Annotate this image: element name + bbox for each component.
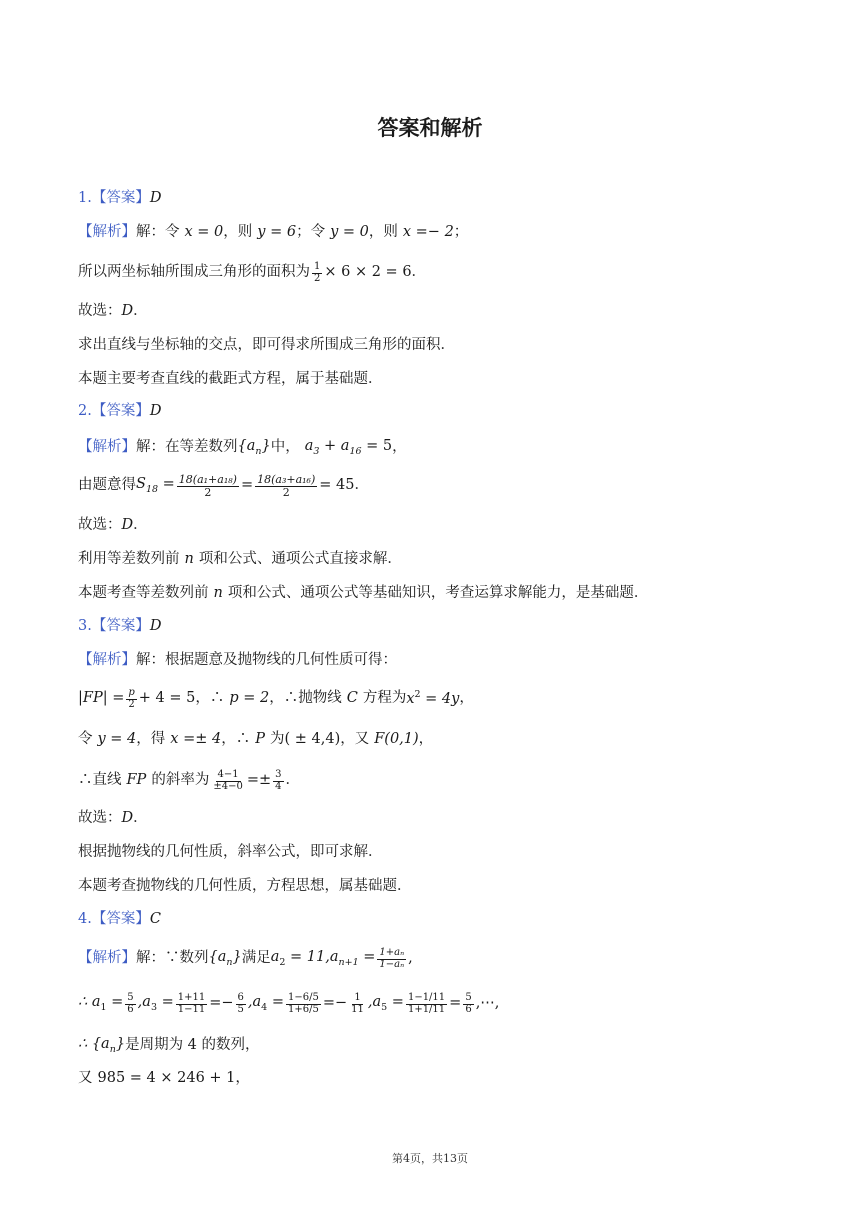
q1-math: D [121,303,134,319]
q1-analysis-line5: 本题主要考查直线的截距式方程，属于基础题． [78,371,383,387]
q2-math: n [213,585,223,601]
q2-answer-line [78,403,161,420]
fraction-numerator: 18(a₃+a₁₆) [257,473,316,486]
q4-analysis-line1 [78,948,413,970]
q4-analysis-tag: 【解析】 [78,950,136,967]
fraction-numerator: 6 [237,992,244,1003]
q2-math: = 45 [319,477,355,494]
fraction-denominator: 2 [282,485,290,499]
q3-text: ， [418,731,434,747]
fraction-denominator: ±4−0 [213,780,243,792]
q3-math: + 4 = 5 [138,690,196,707]
q3-text: 方程为 [362,690,407,707]
q2-answer-tag: 【答案】 [91,403,150,419]
q4-math: ∴ $\{a_n\}$ [78,1036,126,1055]
q3-text: ，∴抛物线 [269,690,342,707]
q3-text: ∴直线 [78,772,122,789]
q3-text: ，∴ [195,690,225,707]
fraction-numerator: 18(a₁+a₁₈) [178,473,237,486]
q3-math: |FP| = [78,690,125,707]
fraction [349,993,366,1015]
q4-math: ∴ $a_1$ = [78,994,124,1014]
q2-answer: D [149,403,162,419]
q2-analysis-line1 [78,438,407,457]
q3-math: P [255,731,265,747]
q2-text: ． [354,477,369,494]
q4-number: 4. [78,911,92,927]
q1-text: ． [133,303,148,319]
fraction [236,993,246,1015]
fraction-numerator: 1 [354,992,361,1003]
q1-math: y = 6 [257,224,297,240]
q3-text: 解：根据题意及抛物线的几何性质可得： [136,652,397,668]
fraction-numerator: 1+aₙ [379,947,405,958]
q2-analysis-line5 [78,585,648,602]
q4-answer-tag: 【答案】 [91,911,150,927]
q3-math: C [346,690,358,707]
q2-text: 解：在等差数列 [136,438,238,455]
q1-text: 故选： [78,303,122,319]
fraction [211,770,244,792]
q1-analysis-line2 [78,262,426,284]
q1-text: ； [453,224,469,240]
q3-math: y = 4 [97,731,137,747]
q1-text: ；令 [296,224,326,240]
q1-text: ，则 [223,224,253,240]
q2-analysis-line4 [78,551,402,568]
q3-text: 为 [269,731,285,747]
q1-math: × 6 × 2 = 6 [324,264,412,281]
q3-math: F(0,1) [374,731,419,747]
q3-answer-line [78,618,161,635]
q4-math: $\{a_n\}$ [208,949,242,969]
q4-math: =− [209,995,234,1012]
q1-text: ． [411,264,427,281]
fraction [463,993,473,1015]
q2-math: n [184,551,194,567]
q2-math: = [240,477,254,494]
q1-analysis-line3 [78,303,148,320]
q3-number: 3. [78,618,92,634]
page-footer: 第4页，共13页 [392,1152,468,1165]
q2-text: 项和公式、通项公式等基础知识，考查运算求解能力，是基础题． [227,585,649,601]
q1-text: 解：令 [136,224,180,240]
q1-text: ，则 [368,224,398,240]
q3-math: ( ± 4,4) [284,731,341,747]
q2-number: 2. [78,403,92,419]
fraction-numerator: 1−1/11 [407,992,446,1003]
q3-text: 的斜率为 [151,772,210,789]
q4-math: $a_2 = 11,a_{n+1}$ = [270,949,376,969]
q4-text: , [408,950,413,967]
q1-answer-line [78,190,161,207]
fraction-numerator: p [128,687,135,698]
q2-analysis-line3 [78,517,148,534]
fraction [377,948,406,970]
q2-analysis-tag: 【解析】 [78,438,136,455]
q1-analysis-tag: 【解析】 [78,224,136,240]
q2-text: 利用等差数列前 [78,551,180,567]
q4-math: ,⋯, [475,995,500,1012]
fraction [177,474,239,498]
q2-text: 故选： [78,517,122,533]
q4-math: 985 = 4 × 246 + 1 [97,1070,236,1086]
q4-text: 解：∵数列 [136,950,209,967]
q3-text: ，又 [340,731,370,747]
fraction-denominator: 5 [237,1003,244,1015]
fraction-numerator: 1−6/5 [287,992,319,1003]
q4-text: 满足 [241,950,271,967]
fraction [125,993,135,1015]
q4-text: ， [235,1070,250,1086]
q3-analysis-line3 [78,731,433,748]
q4-analysis-line3 [78,1036,260,1055]
fraction-numerator: 1+11 [177,992,206,1003]
fraction-denominator: 11 [351,1003,364,1015]
q4-answer-line [78,911,161,928]
q1-math: x =− 2 [402,224,454,240]
fraction [176,993,207,1015]
q3-text: 故选： [78,810,122,826]
q2-math: $a_3 + a_{16} = 5$ [304,438,393,457]
q4-text: 又 [78,1070,93,1086]
q1-math: y = 0 [330,224,369,240]
q1-answer-tag: 【答案】 [91,190,150,206]
fraction [255,474,317,498]
fraction-denominator: 1+1/11 [407,1003,446,1015]
q3-analysis-line7: 本题考查抛物线的几何性质，方程思想，属基础题． [78,878,412,894]
q4-text: 是周期为 4 的数列， [125,1036,260,1053]
q3-analysis-line5 [78,810,148,827]
fraction-numerator: 1 [314,261,321,272]
fraction-denominator: 2 [314,272,321,284]
q3-analysis-line6: 根据抛物线的几何性质，斜率公式，即可求解． [78,844,383,860]
q3-analysis-tag: 【解析】 [78,652,136,668]
q3-analysis-line4 [78,770,300,792]
q2-text: 由题意得 [78,477,136,494]
fraction-numerator: 5 [127,992,134,1003]
q3-text: ，∴ [221,731,251,747]
fraction [273,770,283,792]
q1-analysis-line1 [78,224,468,241]
q1-math: x = 0 [184,224,224,240]
q3-answer-tag: 【答案】 [91,618,150,634]
fraction [126,688,136,710]
q2-text: ． [133,517,148,533]
q3-text: ． [285,772,300,789]
q4-math: $,a_4$ = [247,994,284,1014]
q3-math: D [121,810,134,826]
q1-analysis-line4: 求出直线与坐标轴的交点，即可得求所围成三角形的面积． [78,337,455,353]
fraction [312,262,322,284]
q1-text: 所以两坐标轴所围成三角形的面积为 [78,264,310,281]
q3-math: FP [126,772,147,789]
fraction-numerator: 5 [465,992,472,1003]
q4-analysis-line4 [78,1070,250,1087]
fraction-numerator: 3 [275,769,282,780]
fraction-denominator: 2 [128,698,135,710]
fraction-denominator: 2 [204,485,212,499]
q3-math: x =± 4 [170,731,222,747]
q2-text: 项和公式、通项公式直接求解． [198,551,402,567]
q1-number: 1. [78,190,92,206]
page-title: 答案和解析 [377,116,483,140]
fraction-denominator: 1−11 [177,1003,206,1015]
q2-text: 中， [270,438,300,455]
q3-analysis-line1 [78,652,397,669]
fraction-denominator: 4 [275,780,282,792]
q4-analysis-line2 [78,993,499,1015]
q3-math: p = 2 [229,690,270,707]
q3-text: ， [459,690,474,707]
q3-answer: D [149,618,162,634]
q4-math: $,a_5$ = [367,994,404,1014]
fraction-denominator: 1−aₙ [379,958,405,970]
q3-math: $x^2 = 4y$ [406,689,460,708]
q4-math: = [449,995,462,1012]
q3-text: ，得 [136,731,166,747]
q4-math: =− [322,995,348,1012]
q1-answer: D [149,190,162,206]
fraction-denominator: 1+6/5 [287,1003,319,1015]
q2-math: $\{a_n\}$ [237,438,271,457]
fraction-denominator: 6 [127,1003,134,1015]
q2-math: $S_{18}$ = [136,476,175,496]
q2-text: ， [392,438,407,455]
q3-text: ． [133,810,148,826]
q4-answer: C [149,911,161,927]
q2-text: 本题考查等差数列前 [78,585,209,601]
fraction [406,993,447,1015]
q2-analysis-line2 [78,474,369,498]
q3-math: =± [246,772,272,789]
q4-math: $,a_3$ = [137,994,174,1014]
fraction-numerator: 4−1 [217,769,239,780]
q3-analysis-line2 [78,688,474,710]
fraction [286,993,321,1015]
fraction-denominator: 6 [465,1003,472,1015]
q2-math: D [121,517,134,533]
q3-text: 令 [78,731,93,747]
